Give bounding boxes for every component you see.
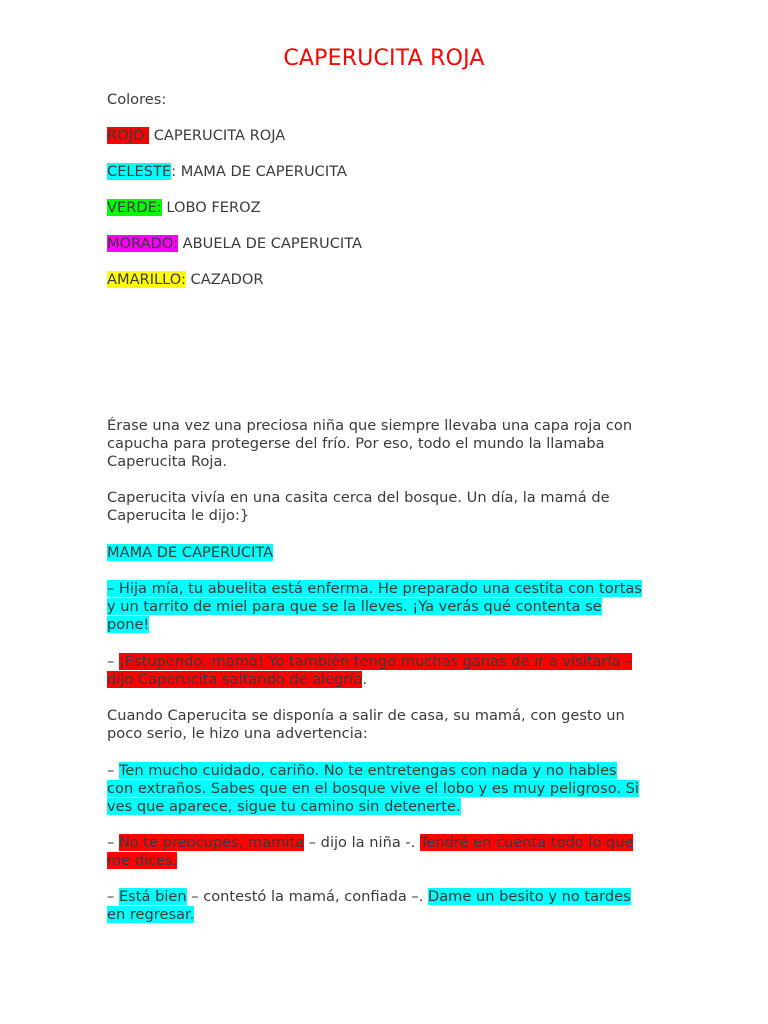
dialogue-caperucita: me dices. [107,852,178,870]
legend-label-celeste: CELESTE [107,163,172,180]
paragraph-line: poco serio, le hizo una advertencia: [107,725,368,743]
dialogue-mama: con extraños. Sabes que en el bosque vive el lobo y es muy peligroso. Si [107,780,639,798]
story-paragraph-7 [107,834,662,870]
story-paragraph-4 [107,653,662,689]
dialogue-mama: en regresar. [107,906,195,924]
dialogue-caperucita: ¡Estupendo, mamá! Yo también tengo muchas ganas de ir a visitarla – [118,653,633,670]
dialogue-mama: Está bien [118,888,187,905]
paragraph-line [107,906,662,924]
paragraph-line [107,653,662,671]
speaker-name: MAMA DE CAPERUCITA [107,544,274,561]
paragraph-line: capucha para protegerse del frío. Por eso, todo el mundo la llamaba [107,435,605,453]
legend-item-amarillo [107,271,662,289]
speaker-label [107,544,662,562]
story-paragraph-5 [107,707,662,743]
legend-item-rojo [107,127,662,145]
dash-prefix: – [107,834,119,851]
paragraph-line [107,671,662,689]
paragraph-line: Caperucita le dijo:} [107,507,250,525]
paragraph-line [107,834,662,852]
paragraph-line [107,598,662,616]
paragraph-line [107,888,662,906]
dialogue-mama: y un tarrito de miel para que se la lleves. ¡Ya verás qué contenta se [107,598,602,616]
legend-heading: Colores: [107,91,167,108]
dash-prefix: – [107,888,119,905]
legend-item-morado [107,235,662,253]
story-paragraph-2 [107,489,662,525]
dash-prefix: – [107,762,119,779]
dialogue-mama: pone! [107,616,150,634]
story-paragraph-6 [107,762,662,817]
period: . [362,671,368,689]
paragraph-line [107,616,662,634]
page-title: CAPERUCITA ROJA [283,46,485,71]
legend-label-amarillo: AMARILLO: [107,271,186,288]
paragraph-line: Caperucita Roja. [107,453,228,471]
legend-item-celeste [107,163,662,181]
legend-name-verde: LOBO FEROZ [161,199,261,216]
narration: – dijo la niña -. [304,834,420,851]
narration: – contestó la mamá, confiada –. [186,888,428,905]
paragraph-line [107,762,662,780]
legend-label-morado: MORADO: [107,235,178,252]
story-paragraph-3 [107,580,662,635]
paragraph-line: Érase una vez una preciosa niña que siempre llevaba una capa roja con [107,417,633,434]
legend-label-rojo: ROJO: [107,127,150,144]
legend-label-verde: VERDE: [107,199,162,216]
dialogue-mama: ves que aparece, sigue tu camino sin detenerte. [107,798,461,816]
legend-name-rojo: CAPERUCITA ROJA [149,127,286,144]
dialogue-caperucita: Tendré en cuenta todo lo que [419,834,634,851]
legend-name-celeste: : MAMA DE CAPERUCITA [171,163,347,180]
dash-prefix: – [107,653,119,670]
dialogue-mama: Dame un besito y no tardes [428,888,631,905]
paragraph-line: Cuando Caperucita se disponía a salir de casa, su mamá, con gesto un [107,707,625,724]
paragraph-line [107,798,662,816]
paragraph-line [107,580,662,598]
story-paragraph-8 [107,888,662,924]
dialogue-mama: – Hija mía, tu abuelita está enferma. He preparado una cestita con tortas [107,580,642,597]
dialogue-caperucita: No te preocupes, mamita [118,834,305,851]
dialogue-mama: Ten mucho cuidado, cariño. No te entretengas con nada y no hables [118,762,617,779]
legend-name-morado: ABUELA DE CAPERUCITA [178,235,362,252]
dialogue-caperucita: dijo Caperucita saltando de alegría [107,671,363,689]
legend-item-verde [107,199,662,217]
paragraph-line [107,780,662,798]
paragraph-line: Caperucita vivía en una casita cerca del bosque. Un día, la mamá de [107,489,610,506]
story-paragraph-1 [107,417,662,472]
paragraph-line [107,852,662,870]
legend-name-amarillo: CAZADOR [185,271,264,288]
